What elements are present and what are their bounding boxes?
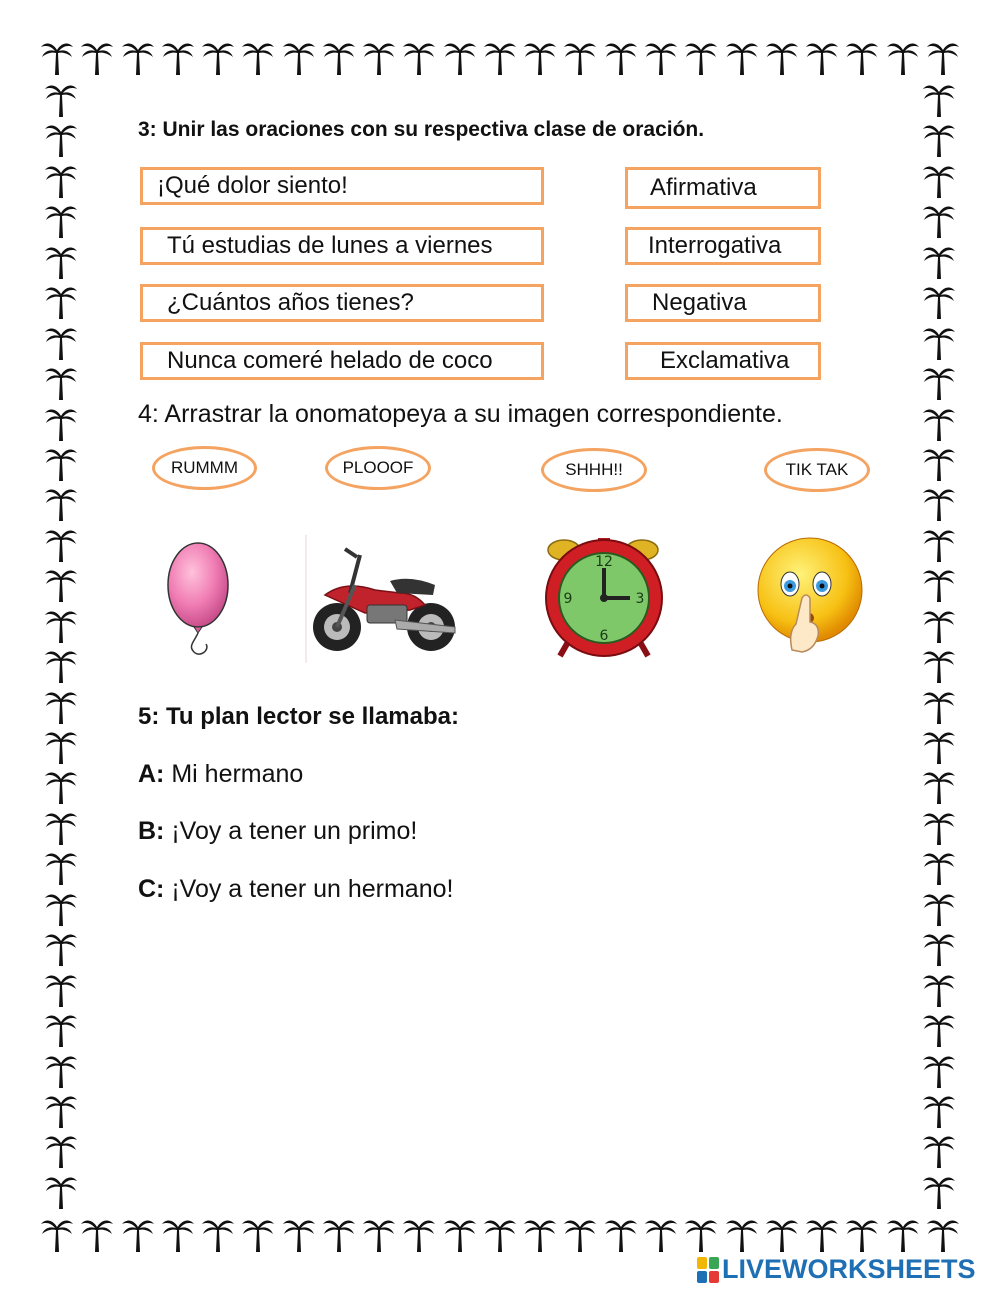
palm-tree-icon (563, 38, 597, 76)
option-c-text: ¡Voy a tener un hermano! (164, 875, 454, 903)
palm-tree-icon (44, 687, 78, 725)
palm-tree-icon (644, 1215, 678, 1253)
palm-tree-icon (362, 38, 396, 76)
palm-tree-icon (604, 1215, 638, 1253)
brand-name: LIVEWORKSHEETS (722, 1254, 976, 1284)
balloon-image[interactable] (150, 530, 240, 665)
palm-tree-icon (922, 970, 956, 1008)
palm-tree-icon (402, 38, 436, 76)
sentence-1: ¡Qué dolor siento! (157, 172, 348, 199)
liveworksheets-icon (697, 1257, 719, 1283)
palm-tree-icon (443, 1215, 477, 1253)
palm-tree-icon (282, 38, 316, 76)
palm-tree-icon (922, 161, 956, 199)
svg-text:3: 3 (635, 591, 645, 607)
palm-tree-icon (44, 1172, 78, 1210)
palm-tree-icon (80, 38, 114, 76)
palm-tree-icon (886, 38, 920, 76)
onomatopoeia-label-4: TIK TAK (785, 460, 849, 479)
option-b-letter: B: (138, 817, 165, 845)
onomatopoeia-plooof[interactable] (325, 446, 431, 490)
palm-tree-icon (805, 38, 839, 76)
sentence-box-1[interactable] (140, 167, 544, 205)
palm-tree-icon (44, 201, 78, 239)
palm-tree-icon (282, 1215, 316, 1253)
palm-tree-icon (44, 848, 78, 886)
palm-tree-icon (922, 687, 956, 725)
palm-tree-icon (362, 1215, 396, 1253)
svg-text:6: 6 (599, 628, 609, 644)
svg-text:9: 9 (563, 591, 573, 607)
palm-tree-icon (922, 1091, 956, 1129)
palm-tree-icon (805, 1215, 839, 1253)
sentence-3: ¿Cuántos años tienes? (167, 289, 414, 316)
type-3: Negativa (652, 289, 747, 316)
palm-tree-icon (922, 646, 956, 684)
palm-tree-icon (44, 363, 78, 401)
palm-tree-icon (922, 1172, 956, 1210)
type-4: Exclamativa (660, 347, 790, 374)
palm-tree-icon (684, 1215, 718, 1253)
svg-text:12: 12 (595, 554, 613, 570)
option-a-text: Mi hermano (164, 760, 304, 788)
palm-tree-icon (44, 970, 78, 1008)
palm-tree-icon (322, 1215, 356, 1253)
option-a[interactable] (138, 760, 303, 789)
palm-tree-icon (922, 323, 956, 361)
palm-tree-icon (922, 525, 956, 563)
palm-tree-icon (44, 646, 78, 684)
border-bottom (40, 1213, 960, 1255)
type-box-negativa[interactable] (625, 284, 821, 322)
palm-tree-icon (44, 727, 78, 765)
palm-tree-icon (44, 282, 78, 320)
palm-tree-icon (44, 323, 78, 361)
question-3-title: 3: Unir las oraciones con su respectiva clase de oración. (138, 118, 705, 141)
onomatopoeia-label-3: SHHH!! (565, 460, 623, 479)
palm-tree-icon (922, 727, 956, 765)
palm-tree-icon (44, 808, 78, 846)
palm-tree-icon (44, 161, 78, 199)
palm-tree-icon (922, 889, 956, 927)
palm-tree-icon (44, 1010, 78, 1048)
palm-tree-icon (80, 1215, 114, 1253)
shush-emoji-image[interactable] (752, 532, 864, 657)
option-b[interactable] (138, 817, 417, 846)
question-4-title: 4: Arrastrar la onomatopeya a su imagen correspondiente. (138, 400, 783, 428)
palm-tree-icon (922, 444, 956, 482)
palm-tree-icon (845, 1215, 879, 1253)
palm-tree-icon (44, 767, 78, 805)
sentence-box-4[interactable] (140, 342, 544, 380)
palm-tree-icon (161, 1215, 195, 1253)
palm-tree-icon (725, 1215, 759, 1253)
palm-tree-icon (44, 242, 78, 280)
sentence-box-2[interactable] (140, 227, 544, 265)
palm-tree-icon (201, 38, 235, 76)
palm-tree-icon (765, 1215, 799, 1253)
border-right (918, 80, 960, 1210)
palm-tree-icon (922, 201, 956, 239)
sentence-2: Tú estudias de lunes a viernes (167, 232, 493, 259)
border-left (40, 80, 82, 1210)
palm-tree-icon (322, 38, 356, 76)
palm-tree-icon (44, 606, 78, 644)
type-2: Interrogativa (648, 232, 782, 259)
palm-tree-icon (604, 38, 638, 76)
palm-tree-icon (926, 38, 960, 76)
palm-tree-icon (44, 1051, 78, 1089)
palm-tree-icon (44, 484, 78, 522)
option-c-letter: C: (138, 875, 165, 903)
palm-tree-icon (44, 565, 78, 603)
palm-tree-icon (922, 929, 956, 967)
palm-tree-icon (922, 606, 956, 644)
palm-tree-icon (922, 484, 956, 522)
motorcycle-image[interactable] (305, 535, 465, 663)
palm-tree-icon (563, 1215, 597, 1253)
onomatopoeia-shhh[interactable] (541, 448, 647, 492)
question-5-title: 5: Tu plan lector se llamaba: (138, 703, 459, 730)
palm-tree-icon (922, 282, 956, 320)
palm-tree-icon (121, 1215, 155, 1253)
type-1: Afirmativa (650, 174, 757, 201)
palm-tree-icon (922, 80, 956, 118)
palm-tree-icon (443, 38, 477, 76)
palm-tree-icon (684, 38, 718, 76)
onomatopoeia-label-2: PLOOOF (342, 458, 414, 477)
palm-tree-icon (922, 1051, 956, 1089)
palm-tree-icon (922, 1131, 956, 1169)
palm-tree-icon (201, 1215, 235, 1253)
palm-tree-icon (845, 38, 879, 76)
alarm-clock-image[interactable] (540, 530, 670, 660)
sentence-box-3[interactable] (140, 284, 544, 322)
palm-tree-icon (402, 1215, 436, 1253)
palm-tree-icon (44, 444, 78, 482)
palm-tree-icon (922, 242, 956, 280)
onomatopoeia-tik-tak[interactable] (764, 448, 870, 492)
border-top (40, 36, 960, 78)
palm-tree-icon (44, 929, 78, 967)
palm-tree-icon (725, 38, 759, 76)
palm-tree-icon (44, 404, 78, 442)
type-box-exclamativa[interactable] (625, 342, 821, 380)
palm-tree-icon (922, 848, 956, 886)
palm-tree-icon (922, 120, 956, 158)
palm-tree-icon (241, 38, 275, 76)
palm-tree-icon (926, 1215, 960, 1253)
palm-tree-icon (44, 889, 78, 927)
palm-tree-icon (44, 1131, 78, 1169)
liveworksheets-logo[interactable] (697, 1254, 976, 1285)
option-a-letter: A: (138, 760, 165, 788)
palm-tree-icon (483, 1215, 517, 1253)
palm-tree-icon (40, 1215, 74, 1253)
palm-tree-icon (922, 808, 956, 846)
palm-tree-icon (886, 1215, 920, 1253)
palm-tree-icon (922, 363, 956, 401)
onomatopoeia-label-1: RUMMM (170, 458, 239, 477)
palm-tree-icon (40, 38, 74, 76)
type-box-interrogativa[interactable] (625, 227, 821, 265)
palm-tree-icon (644, 38, 678, 76)
type-box-afirmativa[interactable] (625, 167, 821, 209)
palm-tree-icon (44, 1091, 78, 1129)
palm-tree-icon (44, 120, 78, 158)
palm-tree-icon (44, 80, 78, 118)
palm-tree-icon (922, 767, 956, 805)
sentence-4: Nunca comeré helado de coco (167, 347, 493, 374)
palm-tree-icon (483, 38, 517, 76)
palm-tree-icon (765, 38, 799, 76)
palm-tree-icon (523, 1215, 557, 1253)
onomatopoeia-rummm[interactable] (152, 446, 257, 490)
palm-tree-icon (922, 1010, 956, 1048)
palm-tree-icon (44, 525, 78, 563)
option-c[interactable] (138, 875, 453, 904)
option-b-text: ¡Voy a tener un primo! (164, 817, 418, 845)
palm-tree-icon (121, 38, 155, 76)
palm-tree-icon (922, 565, 956, 603)
palm-tree-icon (523, 38, 557, 76)
palm-tree-icon (161, 38, 195, 76)
palm-tree-icon (922, 404, 956, 442)
palm-tree-icon (241, 1215, 275, 1253)
